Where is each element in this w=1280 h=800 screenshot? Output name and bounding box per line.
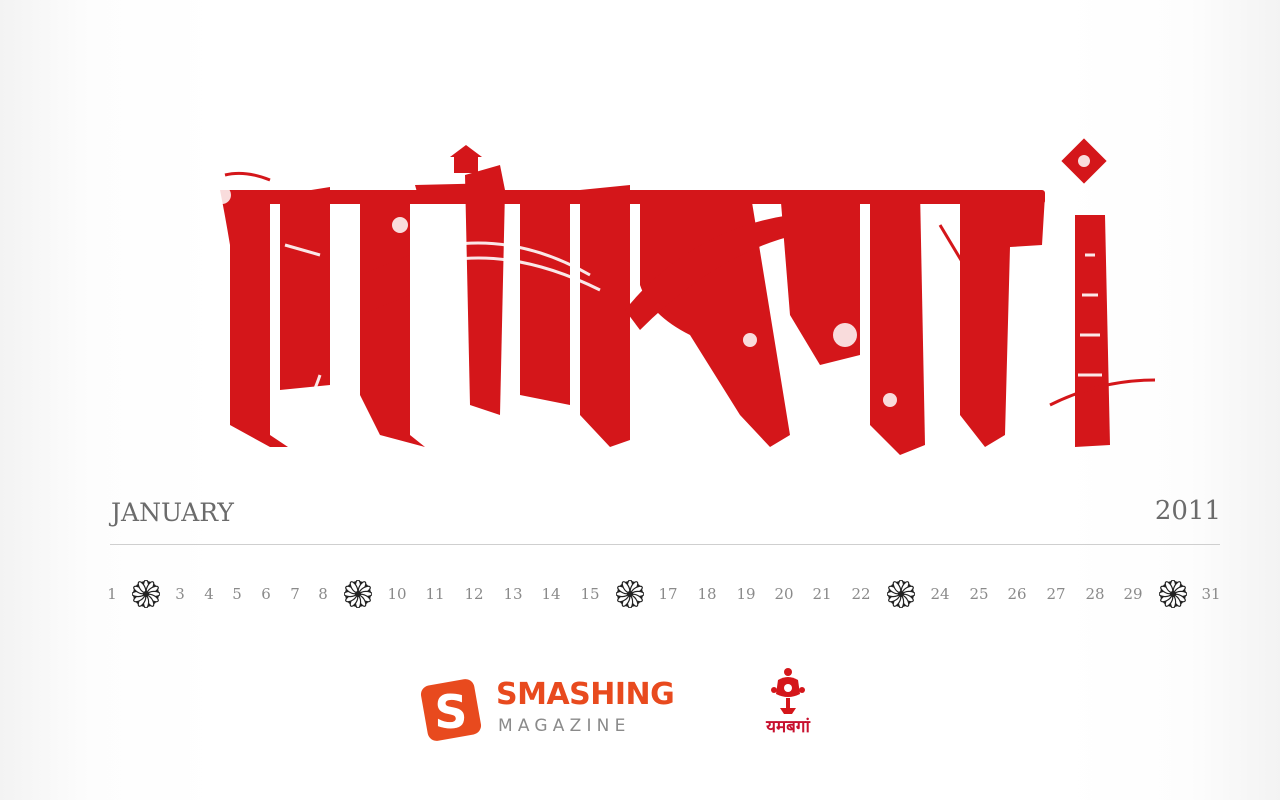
day-number: 7 xyxy=(290,585,300,603)
day-number: 26 xyxy=(1007,585,1027,603)
day-number: 18 xyxy=(697,585,717,603)
year-label: 2011 xyxy=(1154,496,1221,526)
day-number: 31 xyxy=(1201,585,1221,603)
brand-name: SMASHING xyxy=(496,677,675,712)
flower-day-icon xyxy=(1159,578,1187,610)
flower-day-icon xyxy=(132,578,160,610)
day-number: 13 xyxy=(503,585,523,603)
day-number: 25 xyxy=(969,585,989,603)
day-number: 20 xyxy=(774,585,794,603)
day-number: 14 xyxy=(541,585,561,603)
flower-day-icon xyxy=(616,578,644,610)
brand-mark-letter: S xyxy=(434,685,468,739)
day-number: 10 xyxy=(387,585,407,603)
day-number: 27 xyxy=(1046,585,1066,603)
day-number: 15 xyxy=(580,585,600,603)
day-number: 12 xyxy=(464,585,484,603)
day-number: 1 xyxy=(107,585,117,603)
day-number: 6 xyxy=(261,585,271,603)
month-label: JANUARY xyxy=(111,498,234,527)
day-number: 21 xyxy=(812,585,832,603)
flower-day-icon xyxy=(344,578,372,610)
smashing-magazine-logo xyxy=(420,672,675,742)
day-number: 8 xyxy=(318,585,328,603)
signature-text: यमबगां xyxy=(766,717,810,737)
flower-day-icon xyxy=(887,578,915,610)
day-number: 11 xyxy=(425,585,445,603)
day-strip xyxy=(0,578,1280,610)
day-number: 19 xyxy=(736,585,756,603)
day-number: 3 xyxy=(175,585,185,603)
smashing-s-icon xyxy=(420,676,486,742)
brand-subtitle: MAGAZINE xyxy=(498,716,631,736)
day-number: 22 xyxy=(851,585,871,603)
day-number: 24 xyxy=(930,585,950,603)
day-number: 4 xyxy=(204,585,214,603)
bell-ornament-icon xyxy=(742,664,834,716)
day-number: 29 xyxy=(1123,585,1143,603)
day-number: 5 xyxy=(232,585,242,603)
divider xyxy=(110,544,1220,545)
day-number: 28 xyxy=(1085,585,1105,603)
artist-signature xyxy=(742,664,834,744)
day-number: 17 xyxy=(658,585,678,603)
ornamental-title-icon xyxy=(170,135,1160,460)
